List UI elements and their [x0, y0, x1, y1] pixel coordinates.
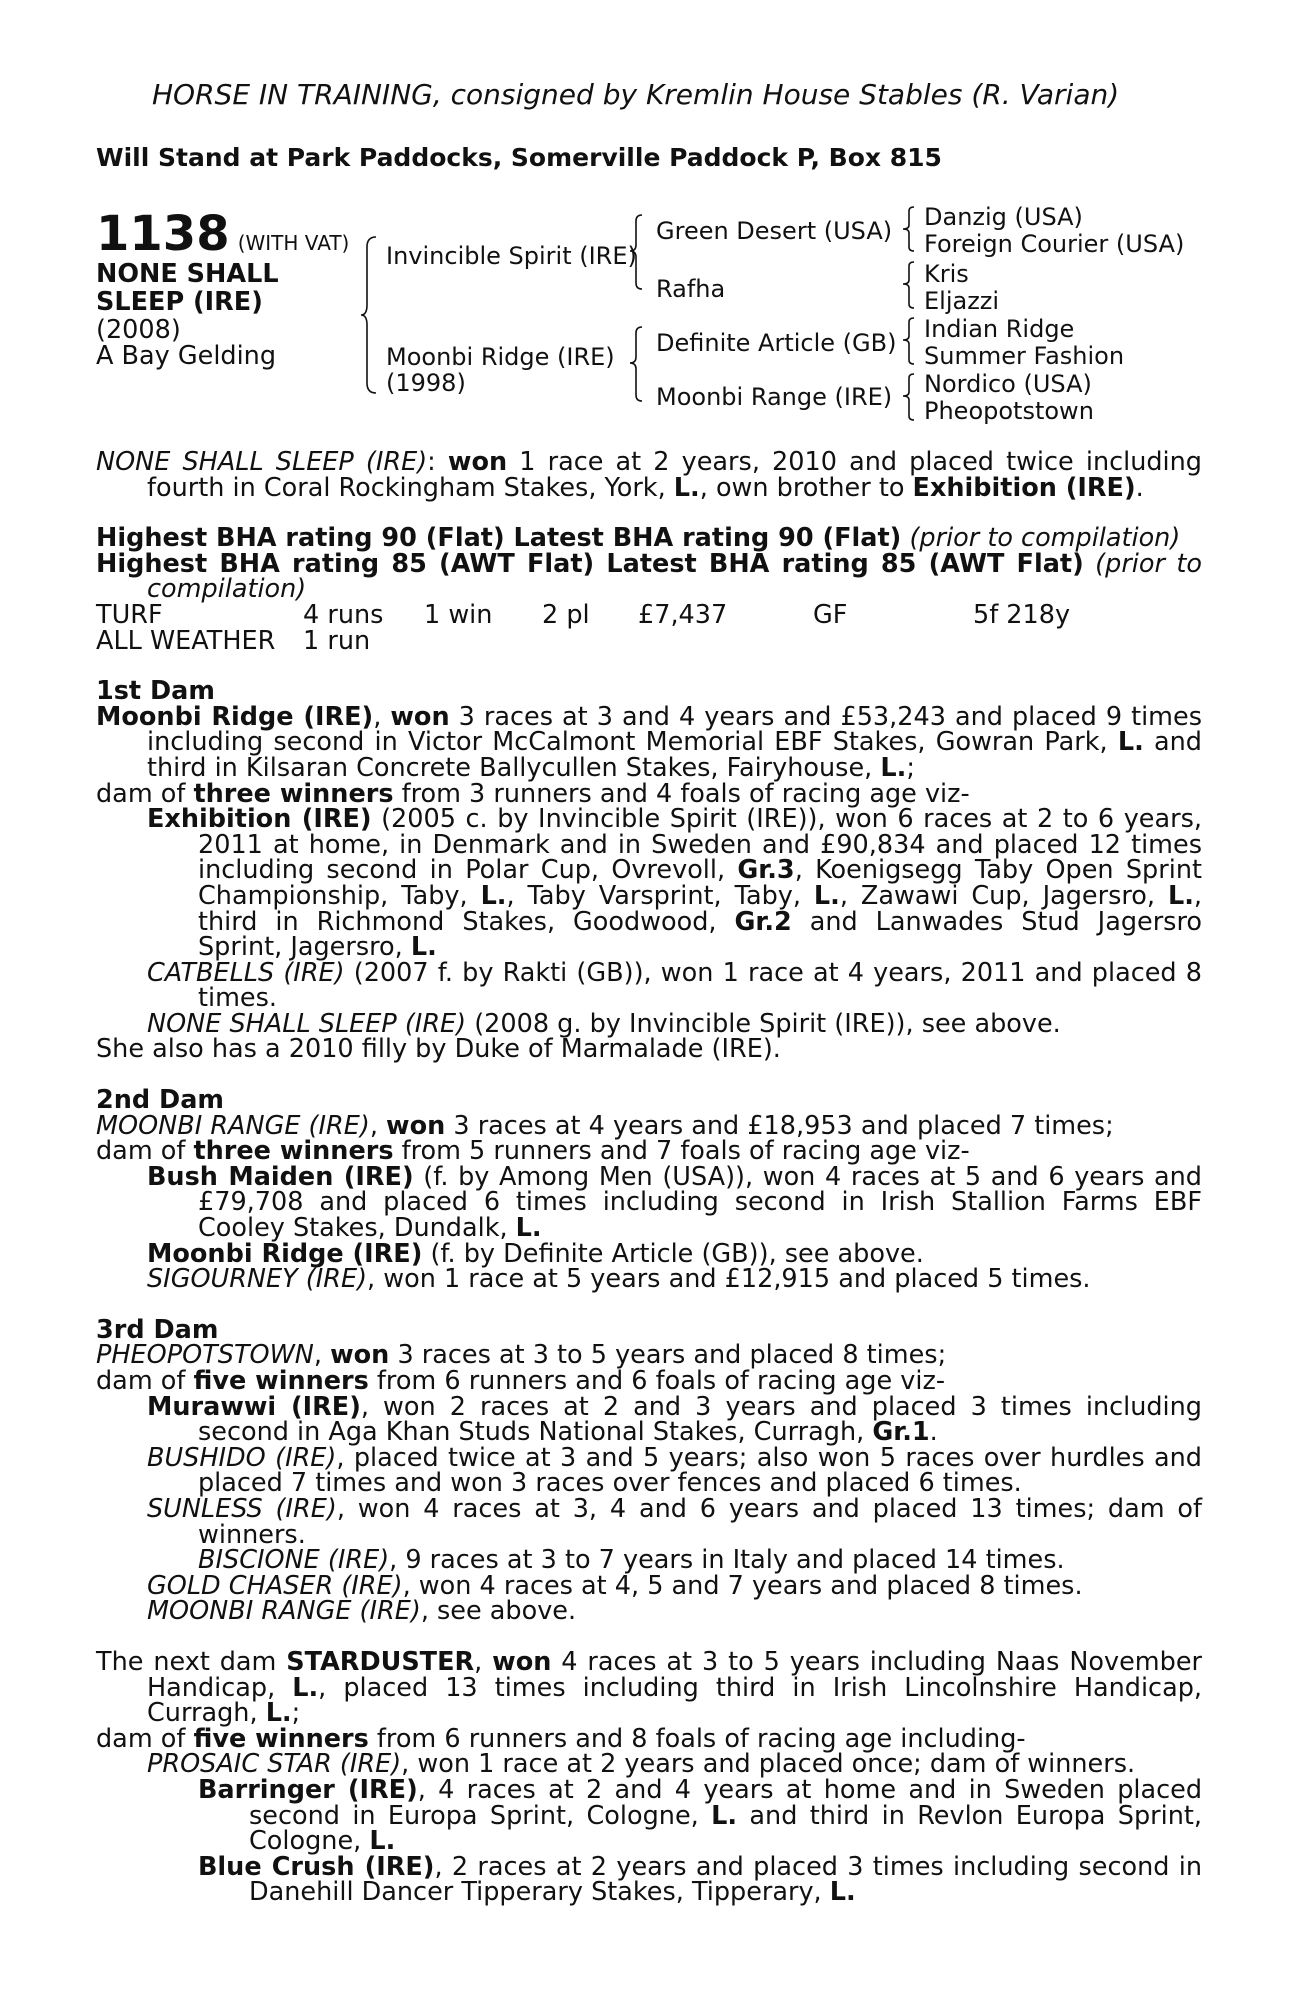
pedigree-sire-dam: Rafha — [656, 275, 726, 303]
vat-note: (WITH VAT) — [237, 231, 350, 255]
pedigree-sire-sire: Green Desert (USA) — [656, 217, 893, 245]
catalogue-body — [96, 447, 1203, 1908]
rating-line-awt: Highest BHA rating 85 (AWT Flat) Latest BHA rating 85 (AWT Flat) (prior to compilation) — [96, 548, 1202, 605]
second-dam-section — [96, 1085, 1202, 1295]
pedigree-brace-g4 — [900, 372, 920, 424]
first-dam-produce-summary: dam of three winners from 3 runners and 4 foals of racing age viz- — [96, 778, 970, 809]
next-dam-section — [96, 1646, 1203, 1908]
horse-description: A Bay Gelding — [96, 341, 277, 371]
horse-name-line2: SLEEP (IRE) — [96, 287, 263, 317]
produce-sunless: SUNLESS (IRE), won 4 races at 3, 4 and 6 years and placed 13 times; dam of winners. — [147, 1493, 1203, 1550]
first-dam-heading: 1st Dam — [96, 676, 215, 707]
produce-prosaic-star: PROSAIC STAR (IRE), won 1 race at 2 years and placed once; dam of winners. — [147, 1749, 1136, 1780]
produce-gold-chaser: GOLD CHASER (IRE), won 4 races at 4, 5 and 7 years and placed 8 times. — [147, 1570, 1083, 1601]
third-dam-heading: 3rd Dam — [96, 1314, 219, 1345]
foaling-year: (2008) — [96, 315, 181, 345]
horse-summary: NONE SHALL SLEEP (IRE): won 1 race at 2 years, 2010 and placed twice including fourth in Coral Rockingham Stakes, York, L., own brother to Exhibition (IRE). — [96, 447, 1202, 503]
pedigree-brace-g2 — [900, 260, 920, 312]
ratings-block — [96, 523, 1202, 656]
summary-brother: Exhibition (IRE) — [912, 472, 1136, 503]
produce-bushido: BUSHIDO (IRE), placed twice at 3 and 5 years; also won 5 races over hurdles and placed 7 times and won 3 races over fences and placed 6 times. — [147, 1442, 1202, 1499]
produce-bush-maiden: Bush Maiden (IRE) (f. by Among Men (USA)), won 4 races at 5 and 6 years and £79,708 and placed 6 times including second in Irish Stallion Farms EBF Cooley Stakes, Dundalk, L. — [147, 1161, 1202, 1244]
pedigree-dam-sire: Definite Article (GB) — [656, 329, 897, 357]
pedigree-brace-g3 — [900, 316, 920, 368]
horse-name-line1: NONE SHALL — [96, 259, 279, 289]
pedigree-sire: Invincible Spirit (IRE) — [386, 242, 637, 270]
produce-moonbi-range: MOONBI RANGE (IRE), see above. — [147, 1596, 577, 1627]
first-dam-record: Moonbi Ridge (IRE), won 3 races at 3 and 4 years and £53,243 and placed 9 times including second in Victor McCalmont Memorial EBF Stakes, Gowran Park, L. and third in Kilsaran Concrete Ballycullen Stakes, Fairyhouse, L.; — [96, 701, 1202, 783]
first-dam-also: She also has a 2010 filly by Duke of Marmalade (IRE). — [96, 1034, 781, 1065]
produce-moonbi-ridge: Moonbi Ridge (IRE) (f. by Definite Article (GB)), see above. — [147, 1238, 924, 1269]
pedigree-dam: Moonbi Ridge (IRE) — [386, 343, 615, 371]
first-dam-section — [96, 676, 1202, 1065]
second-dam-produce-summary: dam of three winners from 5 runners and 7 foals of racing age viz- — [96, 1136, 970, 1167]
pedigree-brace-g1 — [900, 205, 920, 255]
pedigree-g7: Nordico (USA) — [924, 370, 1092, 398]
produce-catbells: CATBELLS (IRE) (2007 f. by Rakti (GB)), won 1 race at 4 years, 2011 and placed 8 times. — [147, 957, 1202, 1014]
page-header-title: HORSE IN TRAINING, consigned by Kremlin House Stables (R. Varian) — [152, 78, 1120, 111]
lot-number-line — [96, 206, 350, 262]
pedigree-g6: Summer Fashion — [924, 342, 1125, 370]
pedigree-dam-year: (1998) — [386, 369, 466, 397]
produce-blue-crush: Blue Crush (IRE), 2 races at 2 years and placed 3 times including second in Danehill Dancer Tipperary Stakes, Tipperary, L. — [198, 1851, 1202, 1908]
lot-number: 1138 — [96, 206, 230, 262]
pedigree-g3: Kris — [924, 260, 969, 288]
third-dam-record: PHEOPOTSTOWN, won 3 races at 3 to 5 years and placed 8 times; — [96, 1340, 947, 1371]
pedigree-g5: Indian Ridge — [924, 315, 1075, 343]
next-dam-record: The next dam STARDUSTER, won 4 races at 3 to 5 years including Naas November Handicap, L., placed 13 times including third in Irish Lincolnshire Handicap, Curragh, L.; — [96, 1646, 1203, 1729]
produce-sigourney: SIGOURNEY (IRE), won 1 race at 5 years and £12,915 and placed 5 times. — [147, 1264, 1091, 1295]
summary-horse-name: NONE SHALL SLEEP (IRE) — [96, 447, 428, 477]
pedigree-g1: Danzig (USA) — [924, 203, 1083, 231]
pedigree-g2: Foreign Courier (USA) — [924, 230, 1185, 258]
second-dam-record: MOONBI RANGE (IRE), won 3 races at 4 years and £18,953 and placed 7 times; — [96, 1110, 1114, 1141]
produce-none-shall-sleep: NONE SHALL SLEEP (IRE) (2008 g. by Invincible Spirit (IRE)), see above. — [147, 1008, 1061, 1039]
produce-exhibition: Exhibition (IRE) (2005 c. by Invincible Spirit (IRE)), won 6 races at 2 to 6 years, 2011 at home, in Denmark and in Sweden and £90,834 and placed 12 times including second in Polar Cup, Ovrevoll, Gr.3, Koenigsegg Taby Open Sprint Championship, Taby, L., Taby Varsprint, Taby, L., Zawawi Cup, Jagersro, L., third in Richmond Stakes, Goodwood, Gr.2 and Lanwades Stud Jagersro Sprint, Jagersro, L. — [147, 804, 1202, 963]
pedigree-g8: Pheopotstown — [924, 397, 1094, 425]
produce-murawwi: Murawwi (IRE), won 2 races at 2 and 3 years and placed 3 times including second in Aga Khan Studs National Stakes, Curragh, Gr.1. — [147, 1391, 1202, 1448]
pedigree-brace-dam — [628, 325, 648, 405]
third-dam-section — [96, 1314, 1203, 1627]
rating-line-flat: Highest BHA rating 90 (Flat) Latest BHA rating 90 (Flat) (prior to compilation) — [96, 523, 1181, 554]
stats-row-all-weather: ALL WEATHER 1 run — [96, 625, 371, 656]
pedigree-g4: Eljazzi — [924, 287, 1000, 315]
second-dam-heading: 2nd Dam — [96, 1085, 224, 1116]
stand-location: Will Stand at Park Paddocks, Somerville Paddock P, Box 815 — [96, 143, 942, 172]
stats-row-turf: TURF 4 runs 1 win 2 pl £7,437 GF 5f 218y — [96, 599, 1071, 630]
produce-barringer: Barringer (IRE), 4 races at 2 and 4 years at home and in Sweden placed second in Europa Sprint, Cologne, L. and third in Revlon Europa Sprint, Cologne, L. — [198, 1774, 1203, 1857]
next-dam-produce-summary: dam of five winners from 6 runners and 8 foals of racing age including- — [96, 1723, 1026, 1754]
produce-biscione: BISCIONE (IRE), 9 races at 3 to 7 years in Italy and placed 14 times. — [198, 1545, 1065, 1576]
pedigree-dam-dam: Moonbi Range (IRE) — [656, 383, 893, 411]
third-dam-produce-summary: dam of five winners from 6 runners and 6 foals of racing age viz- — [96, 1366, 946, 1396]
pedigree-brace-main — [360, 235, 380, 395]
